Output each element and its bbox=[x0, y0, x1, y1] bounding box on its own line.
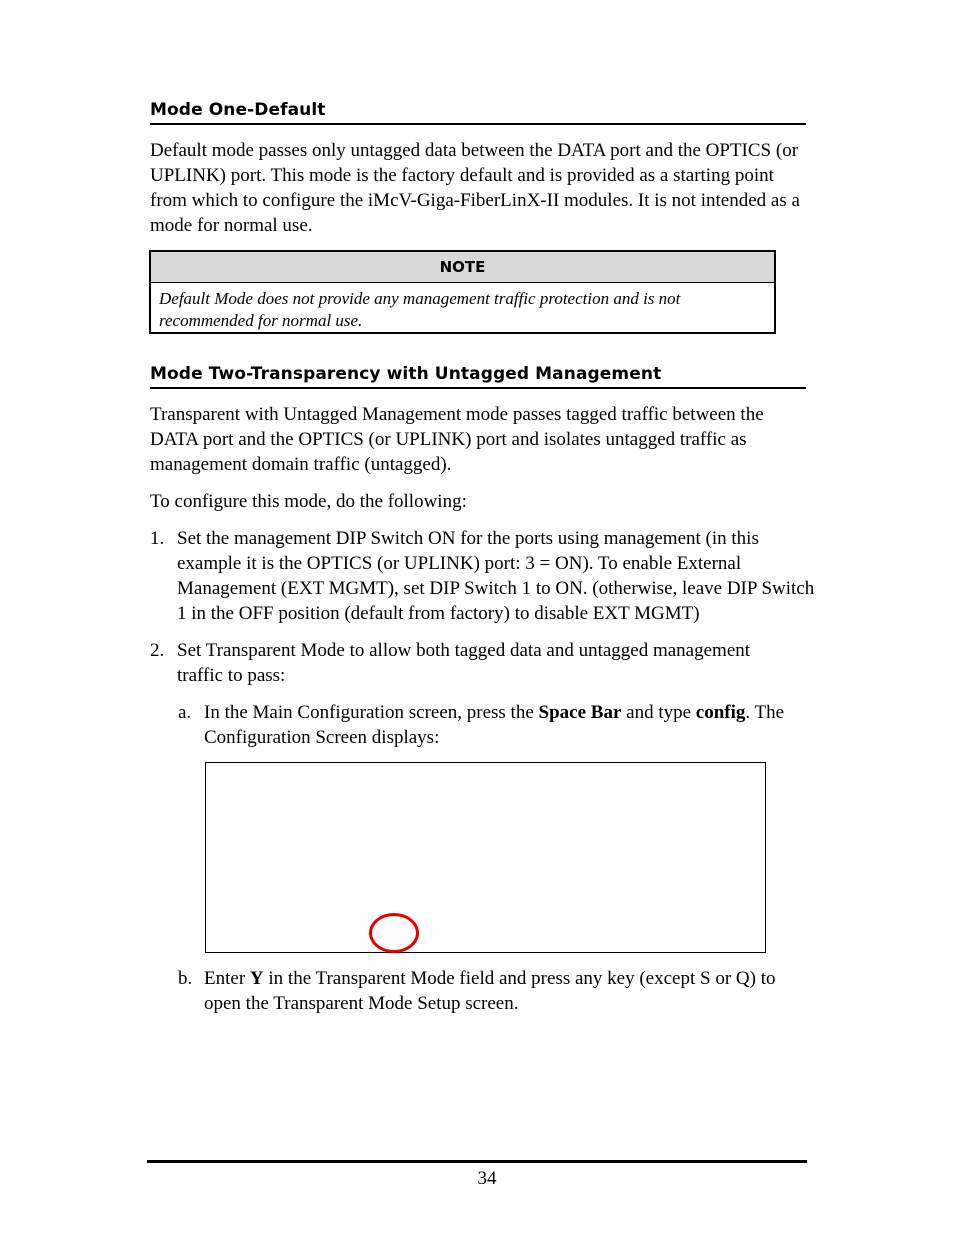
configure-intro: To configure this mode, do the following: bbox=[150, 491, 467, 512]
text-span: Enter bbox=[204, 968, 250, 989]
note-line: recommended for normal use. bbox=[159, 311, 363, 330]
text-span: . The bbox=[745, 702, 785, 723]
sub-step-b-text bbox=[204, 966, 775, 1016]
command-config: config bbox=[695, 702, 746, 723]
text-line: management domain traffic (untagged). bbox=[150, 454, 452, 475]
text-line: Set Transparent Mode to allow both tagged data and untagged management bbox=[177, 640, 751, 661]
text-line: mode for normal use. bbox=[150, 215, 313, 236]
text-span: In the Main Configuration screen, press the bbox=[204, 702, 539, 723]
step-1-number: 1. bbox=[150, 528, 165, 549]
sub-step-a-letter: a. bbox=[178, 702, 192, 723]
text-line: DATA port and the OPTICS (or UPLINK) port and isolates untagged traffic as bbox=[150, 429, 747, 450]
section-heading-mode-one: Mode One-Default bbox=[150, 100, 806, 125]
footer-rule bbox=[147, 1160, 807, 1163]
text-line: UPLINK) port. This mode is the factory default and is provided as a starting point bbox=[150, 165, 774, 186]
sub-step-a-text bbox=[204, 700, 784, 750]
value-y: Y bbox=[249, 968, 264, 989]
text-line: Configuration Screen displays: bbox=[204, 727, 440, 748]
text-span: and type bbox=[621, 702, 696, 723]
note-title: NOTE bbox=[151, 252, 774, 283]
step-1-text bbox=[177, 526, 814, 626]
note-body bbox=[151, 283, 774, 337]
highlight-circle bbox=[369, 913, 419, 953]
step-2-text bbox=[177, 638, 750, 688]
text-line: Set the management DIP Switch ON for the ports using management (in this bbox=[177, 528, 759, 549]
text-line: Management (EXT MGMT), set DIP Switch 1 to ON. (otherwise, leave DIP Switch bbox=[177, 578, 815, 599]
note-box bbox=[149, 250, 776, 334]
section-heading-mode-two: Mode Two-Transparency with Untagged Management bbox=[150, 364, 806, 389]
step-2-number: 2. bbox=[150, 640, 165, 661]
configuration-screen-image bbox=[205, 762, 766, 953]
text-line: from which to configure the iMcV-Giga-FiberLinX-II modules. It is not intended as a bbox=[150, 190, 800, 211]
note-line: Default Mode does not provide any management traffic protection and is not bbox=[159, 289, 681, 308]
page-number: 34 bbox=[477, 1168, 497, 1189]
text-line: 1 in the OFF position (default from factory) to disable EXT MGMT) bbox=[177, 603, 700, 624]
key-space-bar: Space Bar bbox=[538, 702, 622, 723]
text-line: Default mode passes only untagged data between the DATA port and the OPTICS (or bbox=[150, 140, 799, 161]
mode-one-description bbox=[150, 138, 800, 238]
mode-two-description bbox=[150, 402, 764, 477]
text-line: open the Transparent Mode Setup screen. bbox=[204, 993, 519, 1014]
text-line bbox=[204, 700, 784, 725]
text-line: traffic to pass: bbox=[177, 665, 286, 686]
text-line: example it is the OPTICS (or UPLINK) port: 3 = ON). To enable External bbox=[177, 553, 742, 574]
text-span: in the Transparent Mode field and press any key (except S or Q) to bbox=[263, 968, 776, 989]
sub-step-b-letter: b. bbox=[178, 968, 193, 989]
text-line bbox=[204, 966, 775, 991]
text-line: Transparent with Untagged Management mode passes tagged traffic between the bbox=[150, 404, 764, 425]
